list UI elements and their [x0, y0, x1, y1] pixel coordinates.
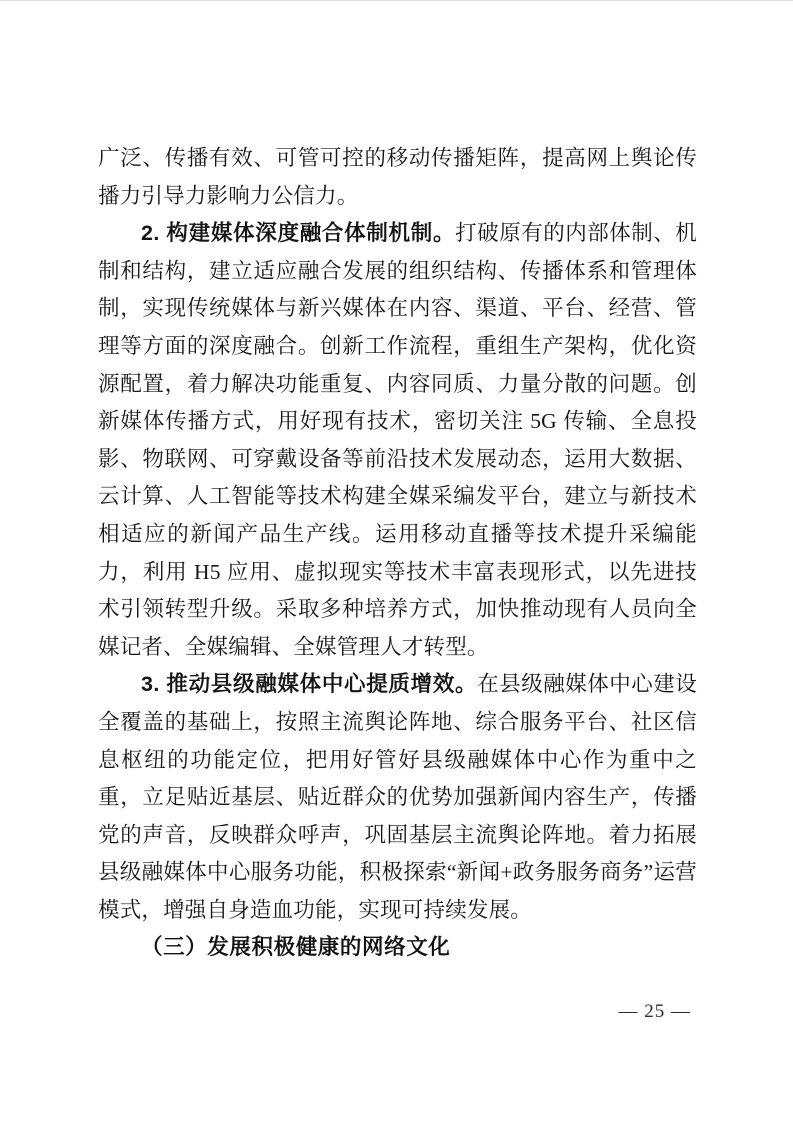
section-heading: （三）发展积极健康的网络文化	[141, 935, 451, 960]
paragraph-2-lead: 2. 构建媒体深度融合体制机制。	[141, 221, 456, 246]
paragraph-2	[98, 215, 697, 666]
paragraph-3-body: 在县级融媒体中心建设全覆盖的基础上，按照主流舆论阵地、综合服务平台、社区信息枢纽的功能定位，把用好管好县级融媒体中心作为重中之重，立足贴近基层、贴近群众的优势加强新闻内容生产，传播党的声音，反映群众呼声，巩固基层主流舆论阵地。着力拓展县级融媒体中心服务功能，积极探索“新闻+政务服务商务”运营模式，增强自身造血功能，实现可持续发展。	[98, 672, 697, 922]
paragraph-continuation	[98, 140, 697, 215]
paragraph-2-body: 打破原有的内部体制、机制和结构，建立适应融合发展的组织结构、传播体系和管理体制，实现传统媒体与新兴媒体在内容、渠道、平台、经营、管理等方面的深度融合。创新工作流程，重组生产架构，优化资源配置，着力解决功能重复、内容同质、力量分散的问题。创新媒体传播方式，用好现有技术，密切关注 5G 传输、全息投影、物联网、可穿戴设备等前沿技术发展动态，运用大数据、云计算、人工智能等技术构建全媒采编发平台，建立与新技术相适应的新闻产品生产线。运用移动直播等技术提升采编能力，利用 H5 应用、虚拟现实等技术丰富表现形式，以先进技术引领转型升级。采取多种培养方式，加快推动现有人员向全媒记者、全媒编辑、全媒管理人才转型。	[98, 221, 697, 659]
paragraph-3	[98, 666, 697, 929]
document-body	[98, 140, 697, 967]
paragraph-3-lead: 3. 推动县级融媒体中心提质增效。	[141, 672, 478, 697]
paragraph-continuation-text: 广泛、传播有效、可管可控的移动传播矩阵，提高网上舆论传播力引导力影响力公信力。	[98, 146, 697, 208]
page-number: — 25 —	[618, 1001, 691, 1022]
